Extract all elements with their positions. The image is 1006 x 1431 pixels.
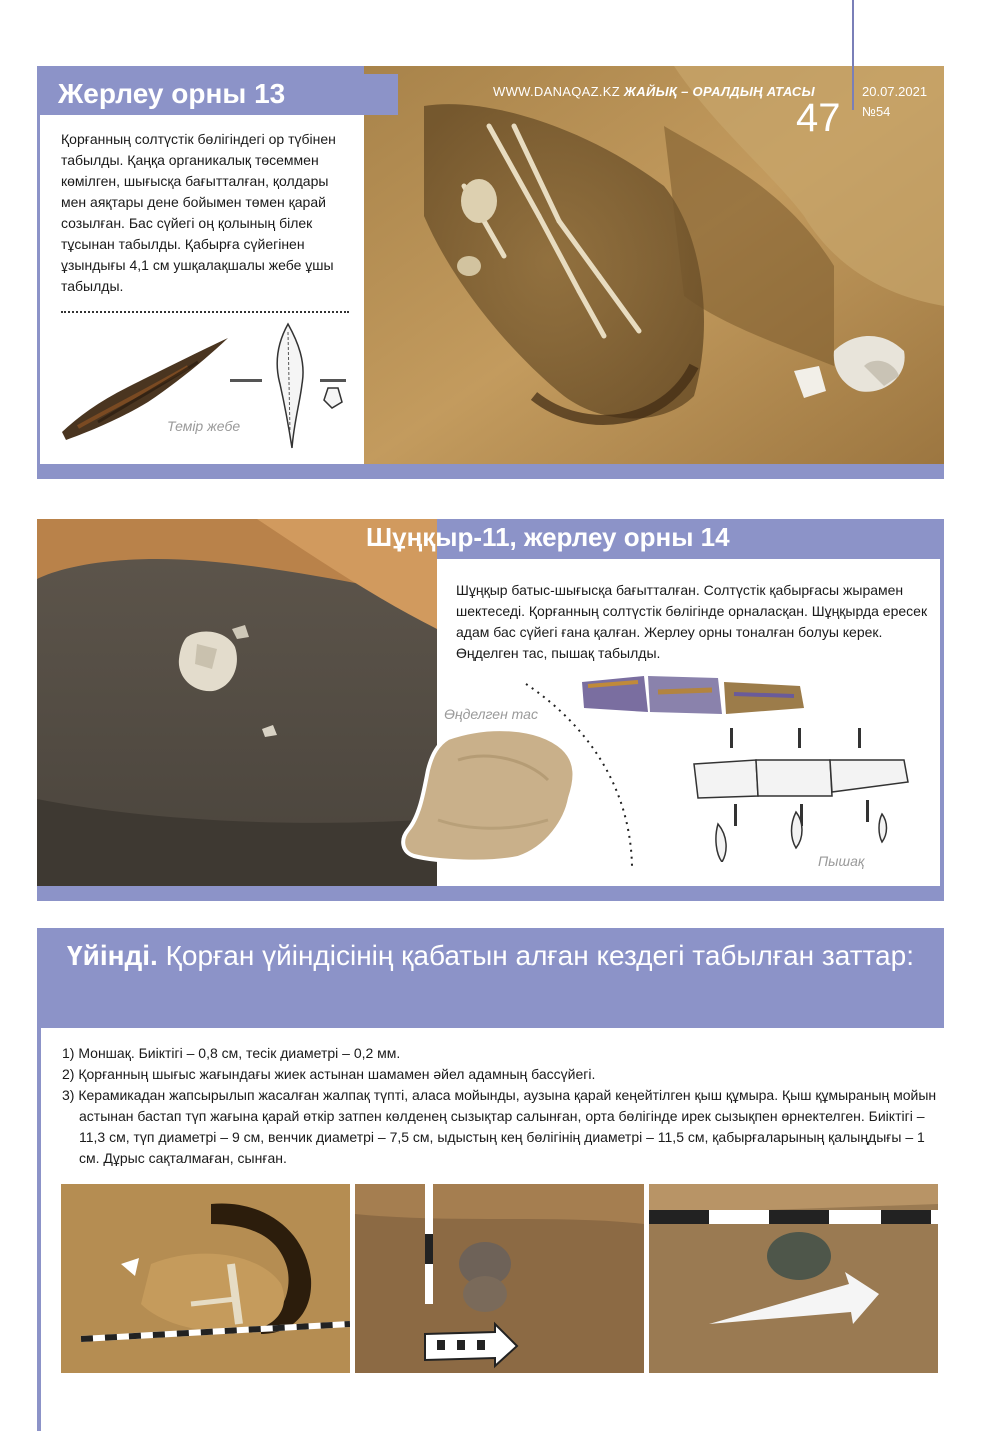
section1-title: Жерлеу орны 13 <box>58 78 286 109</box>
section1-body: Қорғанның солтүстік бөлігіндегі ор түбінен табылды. Қаңқа органикалық төсеммен көмілген, шығысқа бағытталған, қолдары мен аяқтары дене бойымен төмен қарай созылған. Бас сүйегі оң қолының білек тұсынан табылды. Қабырға сүйегінен ұзындығы 4,1 см ушқалақшалы жебе ұшы табылды. <box>61 131 336 294</box>
finds-list <box>62 1043 942 1169</box>
section3-left-bar <box>37 1028 41 1431</box>
stone-caption: Өңделген тас <box>444 706 538 722</box>
find-photo-2 <box>355 1184 644 1373</box>
section3-title-bold: Үйінді. <box>67 940 158 971</box>
masthead-site <box>493 84 815 99</box>
find-photo-3 <box>649 1184 938 1373</box>
knife-caption: Пышақ <box>818 853 865 869</box>
list-item: 1) Моншақ. Биіктігі – 0,8 см, тесік диаметрі – 0,2 мм. <box>62 1045 401 1061</box>
section3-title-rest: Қорған үйіндісінің қабатын алған кездегі табылған заттар: <box>165 940 914 971</box>
section2-title: Шұңқыр-11, жерлеу орны 14 <box>366 522 730 552</box>
section3-title <box>37 935 944 977</box>
paper-name: ЖАЙЫҚ – ОРАЛДЫҢ АТАСЫ <box>623 84 815 99</box>
list-item: 3) Керамикадан жапсырылып жасалған жалпақ түпті, аласа мойынды, аузына қарай кеңейтілген қыш құмыра. Қыш құмыраның мойын астынан бастап түп жағына қарай өткір затпен көлденең сызықтар салынған, орта бөлігінде ирек сызықпен өрнектелген. Биіктігі – 11,3 см, түп диаметрі – 9 см, венчик диаметрі – 7,5 см, ыдыстың кең бөлігінің диаметрі – 11,5 см, қабырғаларының қалыңдығы – 1 см. Дұрыс сақталмаған, сынған. <box>62 1087 937 1166</box>
site-url: WWW.DANAQAZ.KZ <box>493 84 620 99</box>
arrowhead-caption: Темір жебе <box>167 418 241 434</box>
knife-fragments <box>578 672 918 862</box>
page-number: 47 <box>796 96 841 140</box>
pit-11-photo <box>37 519 437 886</box>
issue-number: №54 <box>862 104 891 119</box>
dotted-divider <box>61 311 349 313</box>
masthead-divider <box>852 0 854 110</box>
list-item: 2) Қорғанның шығыс жағындағы жиек астынан шамамен әйел адамның бассүйегі. <box>62 1066 596 1082</box>
arrowhead-drawing <box>228 322 358 450</box>
find-photo-1 <box>61 1184 350 1373</box>
burial-13-photo <box>364 66 944 464</box>
section2-body: Шұңқыр батыс-шығысқа бағытталған. Солтүстік қабырғасы жырамен шектеседі. Қорғанның солтүстік бөлігінде орналасқан. Шұңқырда ересек адам бас сүйегі ғана қалған. Жерлеу орны тоналған болуы керек. Өңделген тас, пышақ табылды. <box>456 582 928 661</box>
issue-date: 20.07.2021 <box>862 84 928 99</box>
